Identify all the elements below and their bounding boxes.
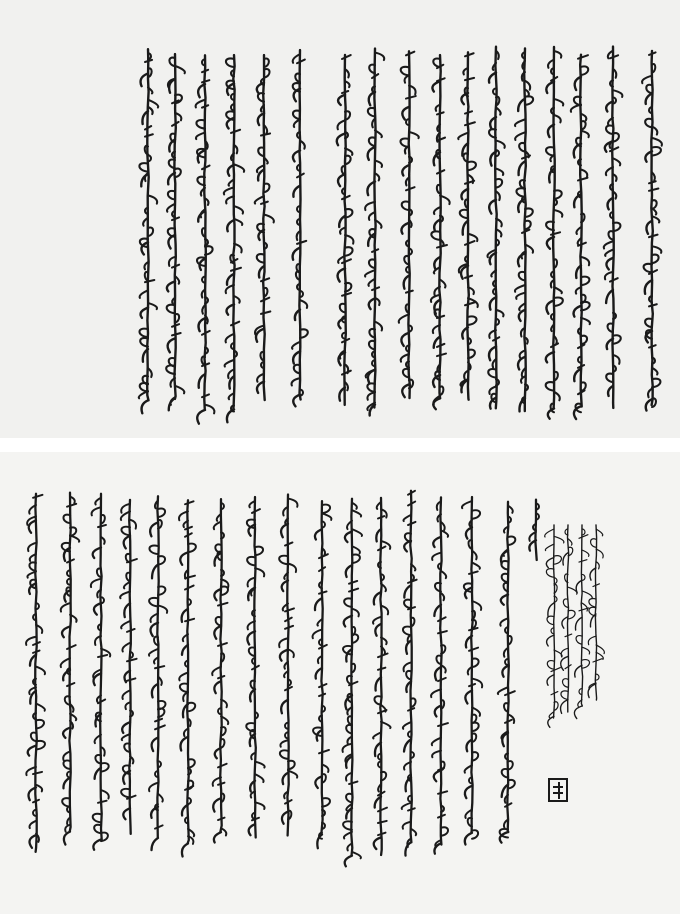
- script-column: [313, 501, 332, 848]
- script-column: [604, 47, 623, 408]
- script-column: [212, 499, 228, 842]
- script-column: [179, 500, 196, 856]
- script-column: [61, 493, 80, 845]
- script-column: [255, 55, 274, 400]
- script-column: [166, 54, 185, 410]
- script-column: [224, 55, 244, 422]
- script-column: [196, 55, 215, 423]
- script-column: [571, 55, 590, 419]
- script-column: [139, 49, 158, 413]
- script-column: [515, 48, 533, 411]
- script-column: [458, 52, 478, 399]
- script-column: [546, 47, 564, 419]
- script-column: [120, 500, 137, 834]
- script-column: [561, 525, 577, 713]
- script-column: [365, 49, 384, 416]
- script-column: [149, 496, 167, 850]
- script-column: [279, 495, 297, 836]
- script-column: [26, 494, 45, 852]
- script-column: [588, 525, 604, 700]
- seal-stamp: [548, 778, 568, 802]
- script-column: [91, 494, 110, 850]
- script-column: [342, 499, 362, 867]
- script-column: [431, 55, 450, 409]
- script-column: [246, 497, 264, 838]
- script-column: [292, 50, 308, 406]
- script-column: [487, 47, 504, 409]
- script-column: [642, 51, 662, 411]
- script-column: [402, 491, 417, 856]
- script-column: [337, 55, 354, 405]
- script-column: [529, 500, 539, 560]
- script-column: [431, 497, 448, 853]
- script-column: [462, 497, 482, 845]
- script-column: [399, 51, 419, 398]
- script-column: [498, 502, 515, 843]
- script-column: [545, 525, 564, 727]
- script-column: [373, 498, 391, 855]
